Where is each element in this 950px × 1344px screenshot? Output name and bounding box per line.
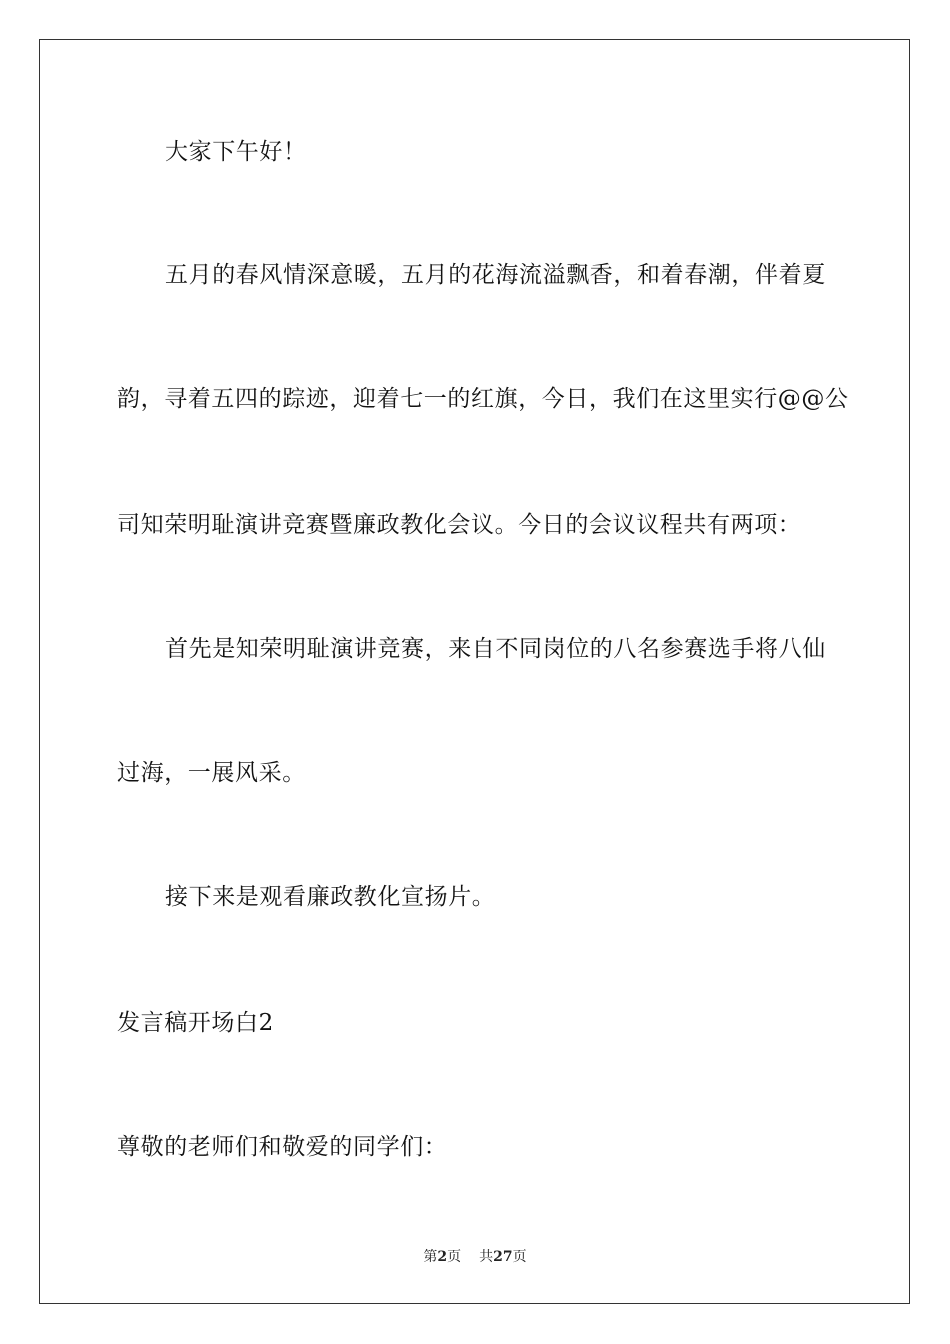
paragraph-line-5: 过海，一展风采。 bbox=[117, 760, 306, 786]
footer-page-number: 2 bbox=[437, 1249, 448, 1265]
footer-page-prefix: 第 bbox=[423, 1249, 438, 1265]
paragraph-line-4: 首先是知荣明耻演讲竞赛，来自不同岗位的八名参赛选手将八仙 bbox=[165, 636, 826, 662]
paragraph-line-3: 司知荣明耻演讲竞赛暨廉政教化会议。今日的会议议程共有两项： bbox=[117, 512, 802, 538]
paragraph-line-6: 接下来是观看廉政教化宣扬片。 bbox=[165, 884, 496, 910]
footer-total-prefix: 共 bbox=[479, 1249, 494, 1265]
paragraph-line-2: 韵，寻着五四的踪迹，迎着七一的红旗，今日，我们在这里实行@@公 bbox=[117, 386, 849, 412]
footer-page-suffix: 页 bbox=[447, 1249, 462, 1265]
section-heading: 发言稿开场白2 bbox=[117, 1010, 274, 1036]
paragraph-line-1: 五月的春风情深意暖，五月的花海流溢飘香，和着春潮，伴着夏 bbox=[165, 262, 826, 288]
salutation-line: 尊敬的老师们和敬爱的同学们： bbox=[117, 1134, 448, 1160]
greeting-line: 大家下午好！ bbox=[165, 139, 307, 165]
footer-total-suffix: 页 bbox=[512, 1249, 527, 1265]
page-footer bbox=[0, 1248, 950, 1266]
footer-total-pages: 27 bbox=[493, 1249, 513, 1265]
page-frame bbox=[39, 39, 910, 1304]
